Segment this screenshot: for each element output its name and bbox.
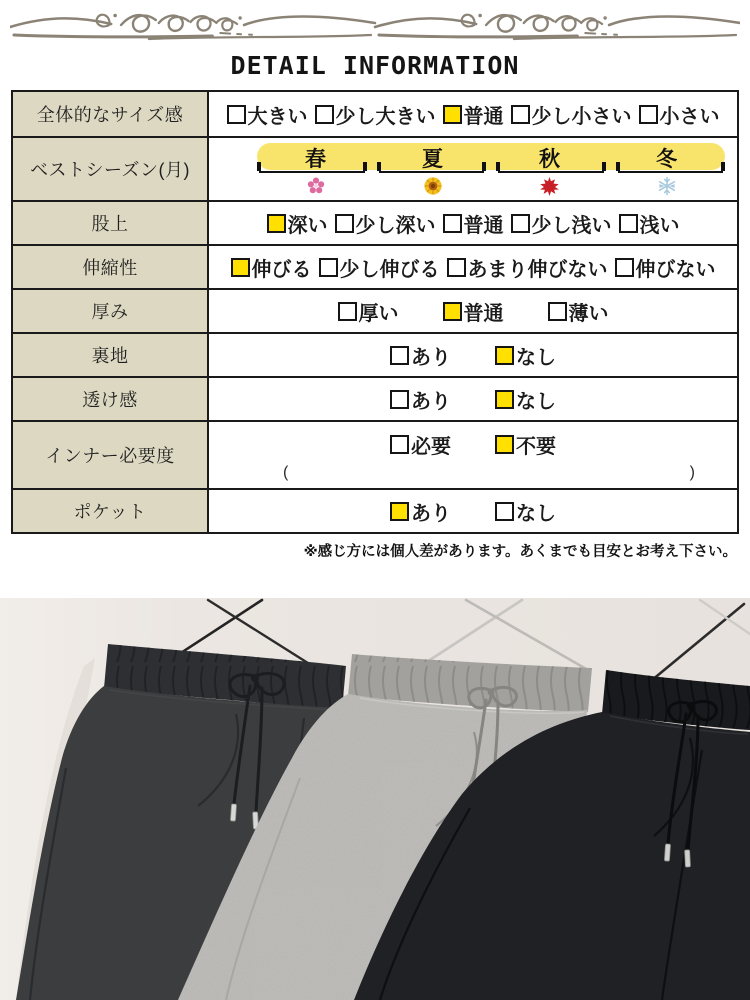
row-label: 厚み bbox=[13, 290, 209, 332]
info-table-body bbox=[13, 92, 737, 532]
row-value bbox=[209, 422, 737, 488]
options-line bbox=[213, 341, 733, 370]
row-label: インナー必要度 bbox=[13, 422, 209, 488]
unchecked-checkbox-icon bbox=[390, 346, 409, 365]
checked-checkbox-icon bbox=[390, 502, 409, 521]
option-unchecked bbox=[319, 253, 440, 282]
option-label: あり bbox=[411, 390, 451, 413]
option-unchecked bbox=[227, 100, 308, 129]
checked-checkbox-icon bbox=[495, 346, 514, 365]
parens-note: ( ) bbox=[283, 463, 695, 481]
option-label: 普通 bbox=[463, 302, 504, 325]
options-line bbox=[213, 297, 733, 326]
table-row bbox=[13, 92, 737, 136]
option-unchecked bbox=[390, 385, 451, 414]
option-label: なし bbox=[516, 346, 556, 369]
unchecked-checkbox-icon bbox=[319, 258, 338, 277]
option-label: あり bbox=[411, 346, 451, 369]
unchecked-checkbox-icon bbox=[615, 258, 634, 277]
unchecked-checkbox-icon bbox=[390, 390, 409, 409]
option-checked bbox=[443, 297, 504, 326]
table-row bbox=[13, 332, 737, 376]
cherry-blossom-icon bbox=[257, 175, 374, 197]
row-value bbox=[209, 290, 737, 332]
option-label: なし bbox=[516, 502, 556, 525]
row-value bbox=[209, 246, 737, 288]
row-value bbox=[209, 334, 737, 376]
unchecked-checkbox-icon bbox=[335, 214, 354, 233]
row-label: ポケット bbox=[13, 490, 209, 532]
decorative-flourish bbox=[10, 5, 740, 47]
option-unchecked bbox=[495, 497, 556, 526]
unchecked-checkbox-icon bbox=[548, 302, 567, 321]
option-unchecked bbox=[548, 297, 609, 326]
option-checked bbox=[267, 209, 328, 238]
checked-checkbox-icon bbox=[443, 302, 462, 321]
table-row bbox=[13, 136, 737, 200]
option-unchecked bbox=[390, 430, 451, 459]
row-label: 股上 bbox=[13, 202, 209, 244]
product-photo bbox=[0, 598, 750, 1000]
sunflower-icon bbox=[374, 175, 491, 197]
table-row bbox=[13, 200, 737, 244]
unchecked-checkbox-icon bbox=[511, 105, 530, 124]
option-label: 必要 bbox=[411, 435, 451, 458]
option-label: 伸びない bbox=[635, 258, 716, 281]
unchecked-checkbox-icon bbox=[338, 302, 357, 321]
options-line bbox=[213, 497, 733, 526]
option-label: なし bbox=[516, 390, 556, 413]
season-bracket bbox=[259, 163, 365, 173]
option-label: 少し大きい bbox=[335, 105, 436, 128]
option-unchecked bbox=[619, 209, 680, 238]
unchecked-checkbox-icon bbox=[227, 105, 246, 124]
row-value bbox=[209, 378, 737, 420]
options-line bbox=[213, 253, 733, 282]
season-label: 春 bbox=[305, 148, 326, 171]
option-label: 少し浅い bbox=[531, 214, 612, 237]
option-label: 浅い bbox=[639, 214, 680, 237]
options-line bbox=[213, 100, 733, 129]
row-value bbox=[209, 138, 737, 200]
option-label: 大きい bbox=[247, 105, 308, 128]
unchecked-checkbox-icon bbox=[619, 214, 638, 233]
option-unchecked bbox=[511, 209, 612, 238]
sweatpants-photo-illustration bbox=[0, 598, 750, 1000]
season-bracket bbox=[498, 163, 604, 173]
checked-checkbox-icon bbox=[267, 214, 286, 233]
unchecked-checkbox-icon bbox=[447, 258, 466, 277]
option-unchecked bbox=[390, 341, 451, 370]
options-line bbox=[213, 209, 733, 238]
option-label: 少し小さい bbox=[531, 105, 632, 128]
option-unchecked bbox=[315, 100, 436, 129]
option-label: あり bbox=[411, 502, 451, 525]
options-line bbox=[213, 430, 733, 459]
option-label: 小さい bbox=[659, 105, 720, 128]
unchecked-checkbox-icon bbox=[443, 214, 462, 233]
option-label: 少し伸びる bbox=[339, 258, 440, 281]
option-unchecked bbox=[443, 209, 504, 238]
season-label: 夏 bbox=[422, 148, 443, 171]
row-label: 裏地 bbox=[13, 334, 209, 376]
option-checked bbox=[495, 385, 556, 414]
checked-checkbox-icon bbox=[231, 258, 250, 277]
option-label: あまり伸びない bbox=[467, 258, 608, 281]
option-label: 普通 bbox=[463, 214, 504, 237]
snowflake-icon bbox=[608, 175, 725, 197]
checked-checkbox-icon bbox=[495, 435, 514, 454]
option-unchecked bbox=[511, 100, 632, 129]
table-row bbox=[13, 244, 737, 288]
unchecked-checkbox-icon bbox=[639, 105, 658, 124]
row-value bbox=[209, 490, 737, 532]
unchecked-checkbox-icon bbox=[315, 105, 334, 124]
season-label: 秋 bbox=[539, 148, 560, 171]
row-label: 伸縮性 bbox=[13, 246, 209, 288]
option-label: 薄い bbox=[568, 302, 609, 325]
season-label: 冬 bbox=[656, 148, 677, 171]
option-label: 厚い bbox=[358, 302, 399, 325]
row-value bbox=[209, 202, 737, 244]
table-row bbox=[13, 420, 737, 488]
unchecked-checkbox-icon bbox=[511, 214, 530, 233]
option-unchecked bbox=[447, 253, 608, 282]
option-label: 普通 bbox=[463, 105, 504, 128]
table-row bbox=[13, 376, 737, 420]
detail-info-table bbox=[11, 90, 739, 534]
season-icons bbox=[257, 175, 725, 197]
page-title: DETAIL INFORMATION bbox=[230, 51, 520, 80]
option-label: 深い bbox=[287, 214, 328, 237]
checked-checkbox-icon bbox=[443, 105, 462, 124]
season-bracket bbox=[379, 163, 485, 173]
option-checked bbox=[495, 341, 556, 370]
table-row bbox=[13, 488, 737, 532]
option-unchecked bbox=[335, 209, 436, 238]
option-checked bbox=[390, 497, 451, 526]
maple-leaf-icon bbox=[491, 175, 608, 197]
row-value bbox=[209, 92, 737, 136]
option-unchecked bbox=[615, 253, 716, 282]
option-label: 少し深い bbox=[355, 214, 436, 237]
footnote: ※感じ方には個人差があります。あくまでも目安とお考え下さい。 bbox=[303, 544, 737, 560]
table-row bbox=[13, 288, 737, 332]
option-unchecked bbox=[338, 297, 399, 326]
option-checked bbox=[231, 253, 312, 282]
flourish-swirl-icon bbox=[10, 5, 740, 45]
season-scale bbox=[213, 141, 733, 197]
row-label: ベストシーズン(月) bbox=[13, 138, 209, 200]
row-label: 全体的なサイズ感 bbox=[13, 92, 209, 136]
season-bracket bbox=[618, 163, 724, 173]
unchecked-checkbox-icon bbox=[390, 435, 409, 454]
unchecked-checkbox-icon bbox=[495, 502, 514, 521]
option-label: 不要 bbox=[516, 435, 556, 458]
checked-checkbox-icon bbox=[495, 390, 514, 409]
option-unchecked bbox=[639, 100, 720, 129]
options-line bbox=[213, 385, 733, 414]
option-checked bbox=[443, 100, 504, 129]
option-label: 伸びる bbox=[251, 258, 312, 281]
option-checked bbox=[495, 430, 556, 459]
row-label: 透け感 bbox=[13, 378, 209, 420]
